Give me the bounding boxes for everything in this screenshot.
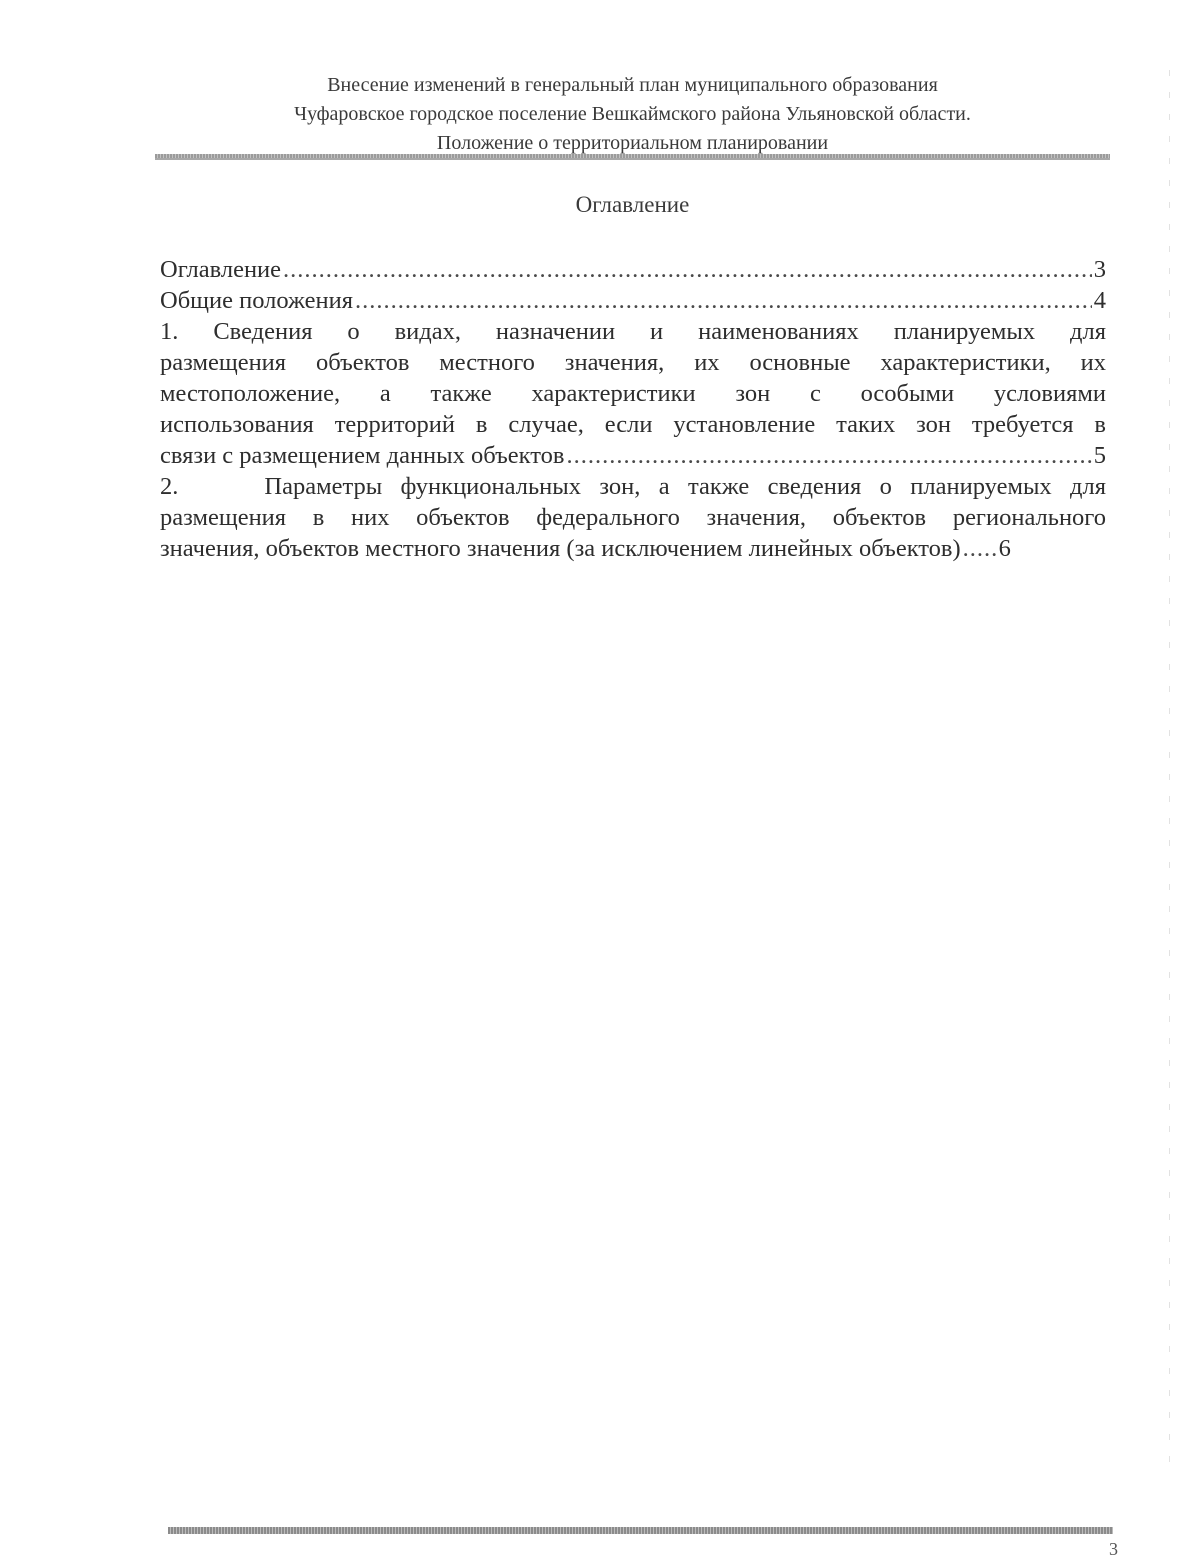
table-of-contents <box>160 254 1106 564</box>
header-line-3: Положение о территориальном планировании <box>436 132 829 154</box>
toc-title: Оглавление <box>575 192 690 217</box>
toc-leader-dots <box>566 440 1091 471</box>
toc-entry-last-line <box>160 440 1106 471</box>
toc-entry-number: 2. <box>160 473 179 500</box>
header-line-2: Чуфаровское городское поселение Вешкаймского района Ульяновской области. <box>294 103 971 125</box>
toc-entry-general[interactable] <box>160 285 1106 316</box>
toc-leader-dots <box>963 533 997 564</box>
running-header <box>155 71 1110 158</box>
toc-entry-text: Общие положения <box>160 287 354 314</box>
toc-entry-line: размещения в них объектов федерального значения, объектов регионального <box>160 504 1106 531</box>
toc-entry-page: 4 <box>1093 287 1106 314</box>
toc-entry-section-1[interactable] <box>160 316 1106 471</box>
toc-entry-text: связи с размещением данных объектов <box>160 442 565 469</box>
toc-leader-dots <box>283 254 1092 285</box>
scan-artifact-edge <box>1169 70 1170 1470</box>
toc-entry-contents[interactable] <box>160 254 1106 285</box>
toc-entry-page: 3 <box>1093 256 1106 283</box>
footer-rule <box>168 1527 1113 1534</box>
toc-entry-line: использования территорий в случае, если установление таких зон требуется в <box>160 411 1106 438</box>
toc-entry-last-line <box>160 533 1106 564</box>
page-number: 3 <box>1109 1539 1118 1559</box>
toc-entry-text: Оглавление <box>160 256 282 283</box>
toc-entry-page: 6 <box>998 535 1011 562</box>
toc-entry-line: размещения объектов местного значения, их основные характеристики, их <box>160 349 1106 376</box>
header-rule <box>155 154 1110 160</box>
toc-leader-dots <box>355 285 1092 316</box>
header-line-1: Внесение изменений в генеральный план муниципального образования <box>327 74 938 96</box>
toc-entry-line: 1. Сведения о видах, назначении и наименованиях планируемых для <box>160 318 1106 345</box>
toc-entry-line: 2. Параметры функциональных зон, а также сведения о планируемых для <box>160 473 1106 500</box>
toc-entry-section-2[interactable] <box>160 471 1106 564</box>
toc-entry-number: 1. <box>160 318 179 345</box>
toc-entry-line: местоположение, а также характеристики зон с особыми условиями <box>160 380 1106 407</box>
toc-entry-page: 5 <box>1093 442 1106 469</box>
toc-entry-text: значения, объектов местного значения (за исключением линейных объектов) <box>160 535 961 562</box>
